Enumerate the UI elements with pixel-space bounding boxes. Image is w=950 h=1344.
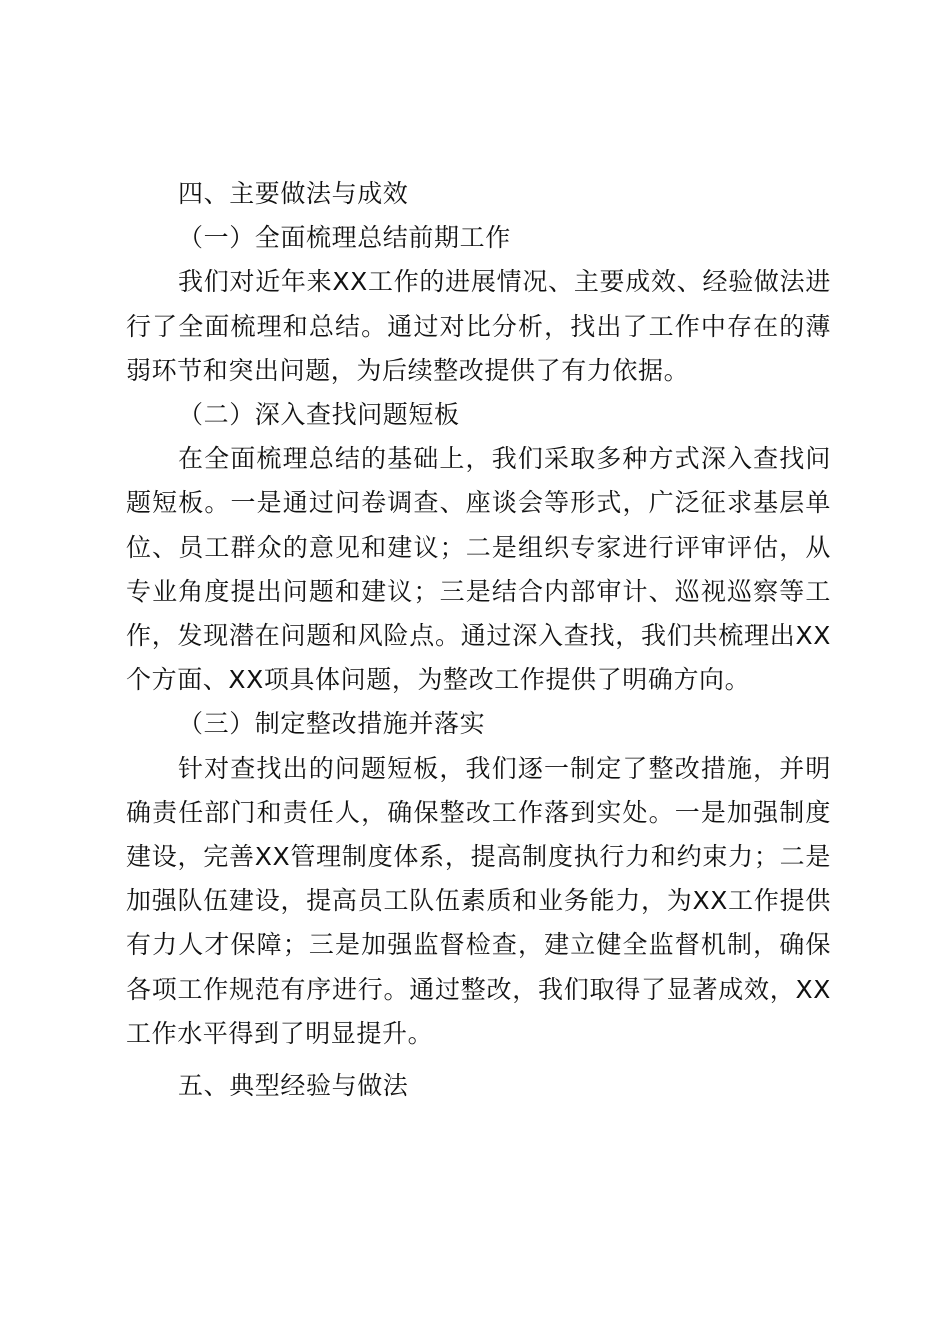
subsection-heading-1: （一）全面梳理总结前期工作	[178, 223, 511, 253]
section-heading-5: 五、典型经验与做法	[178, 1071, 409, 1101]
section-heading-4: 四、主要做法与成效	[178, 179, 409, 208]
paragraph-2: 在全面梳理总结的基础上，我们采取多种方式深入查找问题短板。一是通过问卷调查、座谈会等形式，广泛征求基层单位、员工群众的意见和建议；二是组织专家进行评审评估，从专业角度提出问题和建议；三是结合内部审计、巡视巡察等工作，发现潜在问题和风险点。通过深入查找，我们共梳理出XX个方面、XX项具体问题，为整改工作提供了明确方向。	[126, 444, 831, 695]
document-body	[126, 172, 831, 1108]
subsection-heading-3: （三）制定整改措施并落实	[178, 709, 486, 739]
paragraph-3: 针对查找出的问题短板，我们逐一制定了整改措施，并明确责任部门和责任人，确保整改工作落到实处。一是加强制度建设，完善XX管理制度体系，提高制度执行力和约束力；二是加强队伍建设，提高员工队伍素质和业务能力，为XX工作提供有力人才保障；三是加强监督检查，建立健全监督机制，确保各项工作规范有序进行。通过整改，我们取得了显著成效，XX工作水平得到了明显提升。	[126, 753, 831, 1048]
subsection-heading-2: （二）深入查找问题短板	[178, 400, 460, 430]
paragraph-1: 我们对近年来XX工作的进展情况、主要成效、经验做法进行了全面梳理和总结。通过对比分析，找出了工作中存在的薄弱环节和突出问题，为后续整改提供了有力依据。	[126, 267, 831, 385]
